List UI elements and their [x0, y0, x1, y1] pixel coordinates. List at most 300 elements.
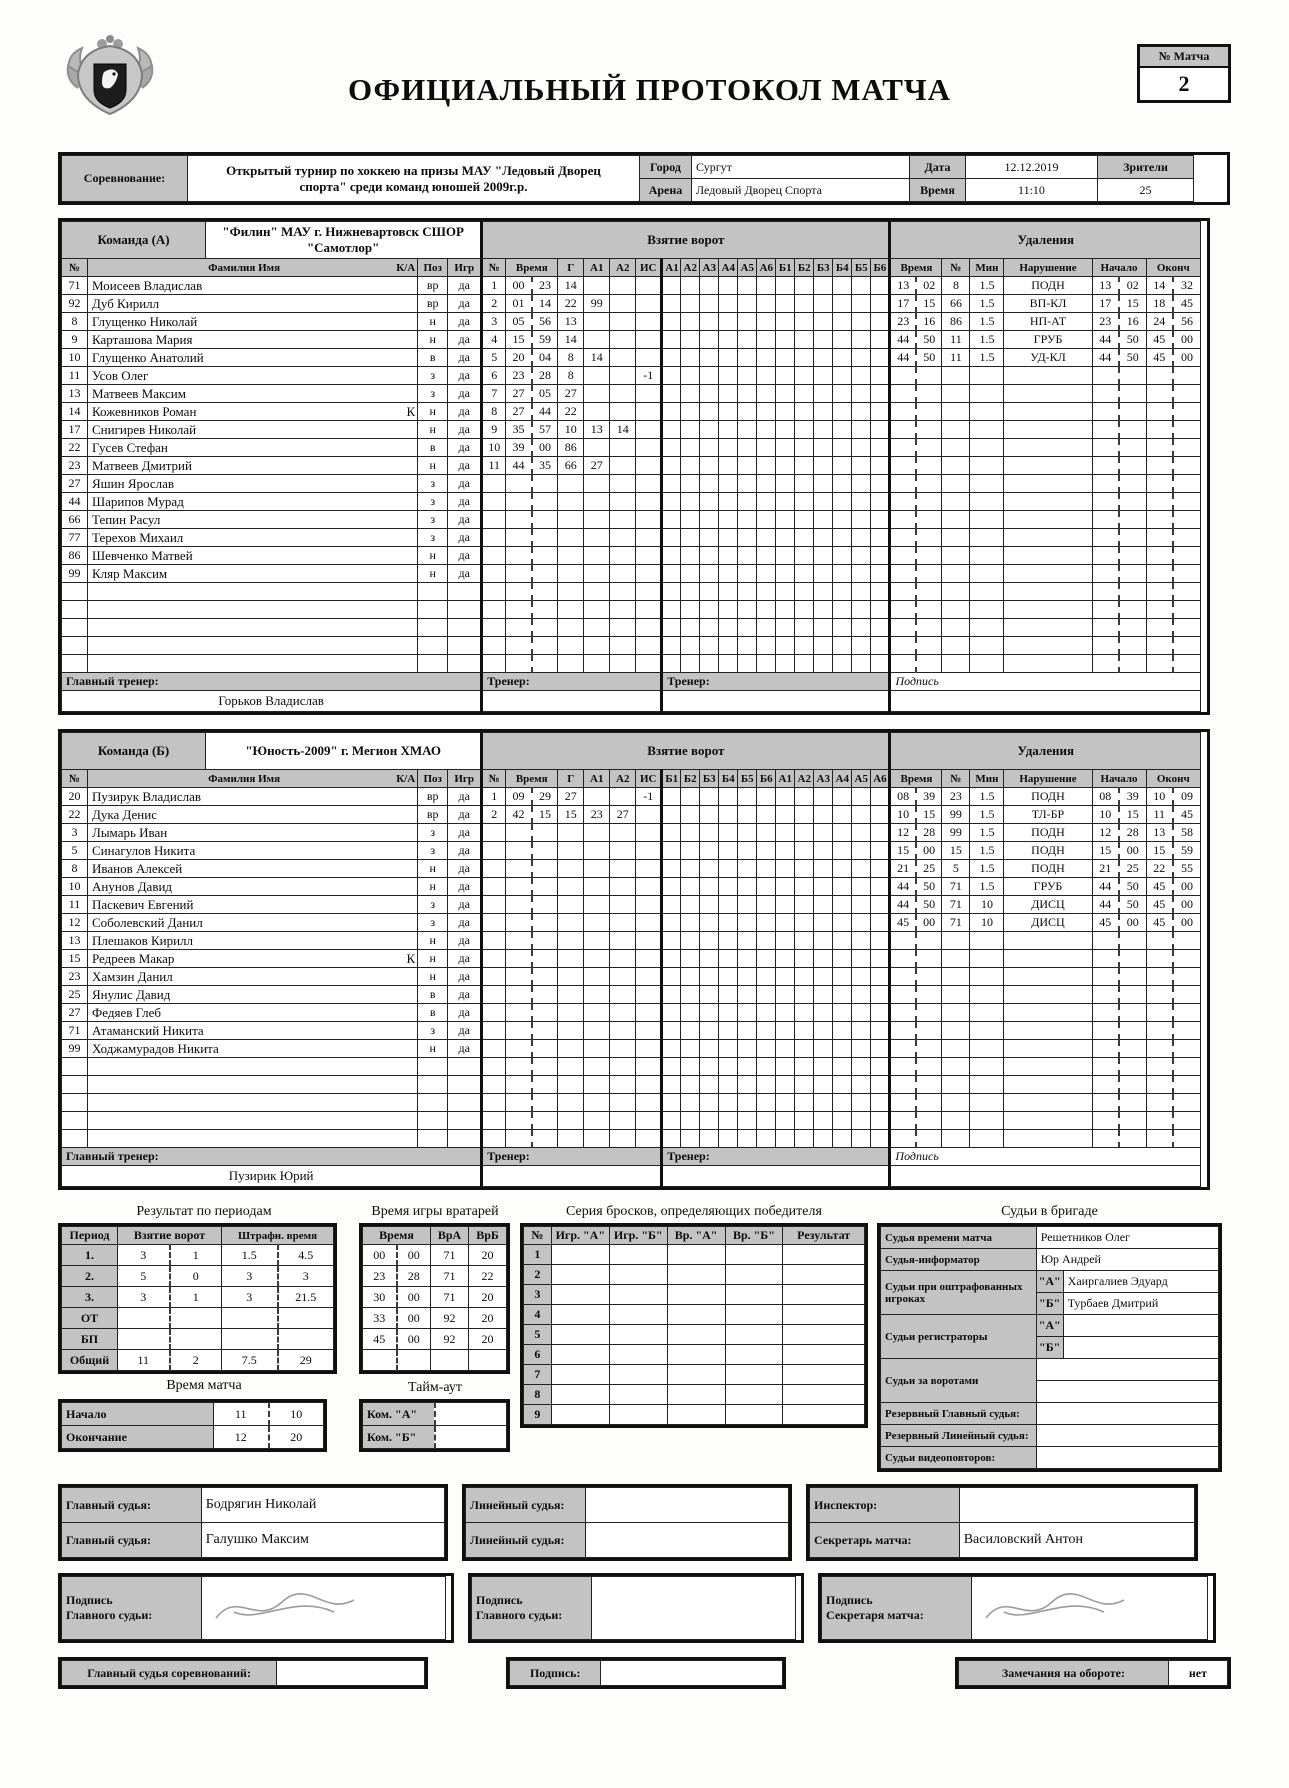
plusminus-cell [776, 878, 795, 896]
penalty-minutes [970, 457, 1004, 475]
timeout-value [435, 1426, 507, 1449]
plusminus-cell [814, 1112, 833, 1130]
plusminus-cell [871, 860, 890, 878]
gt-goalie-b: 20 [469, 1287, 507, 1308]
penalty-violation [1004, 601, 1092, 619]
plusminus-cell [738, 385, 757, 403]
plusminus-cell [795, 601, 814, 619]
plusminus-cell [757, 914, 776, 932]
plusminus-cell [795, 547, 814, 565]
player-played: да [448, 421, 482, 439]
official-value: Юр Андрей [1036, 1249, 1218, 1271]
penalty-start-sec [1119, 1040, 1146, 1058]
goal-scorer [558, 986, 584, 1004]
penalty-minute: 44 [890, 896, 916, 914]
plusminus-cell [852, 385, 871, 403]
goal-second [532, 986, 558, 1004]
penalty-minutes: 1.5 [970, 842, 1004, 860]
penalty-minute [890, 511, 916, 529]
plusminus-cell [738, 439, 757, 457]
shootout-cell [551, 1365, 609, 1385]
player-position: н [418, 547, 448, 565]
penalty-second [916, 583, 942, 601]
plusminus-cell [681, 295, 700, 313]
goal-assist2 [610, 475, 636, 493]
penalty-start-sec [1119, 968, 1146, 986]
penalty-second [916, 601, 942, 619]
player-position: н [418, 457, 448, 475]
official-row [881, 1359, 1219, 1381]
plusminus-cell [776, 1040, 795, 1058]
plusminus-cell [852, 1112, 871, 1130]
penalty-minute: 23 [890, 313, 916, 331]
plusminus-col-header: Б5 [852, 259, 871, 277]
player-number: 3 [62, 824, 88, 842]
penalty-start-min [1092, 457, 1119, 475]
penalty-start-sec [1119, 655, 1146, 673]
plusminus-cell [833, 547, 852, 565]
plusminus-col-header: А4 [719, 259, 738, 277]
plusminus-cell [852, 547, 871, 565]
penalty-violation [1004, 986, 1092, 1004]
penalty-violation: ДИСЦ [1004, 896, 1092, 914]
player-played [448, 1076, 482, 1094]
penalty-end-min [1146, 1112, 1173, 1130]
penalty-end-min: 45 [1146, 896, 1173, 914]
official-value [1063, 1315, 1218, 1337]
penalty-minute: 15 [890, 842, 916, 860]
plusminus-cell [700, 932, 719, 950]
goal-minute [506, 1040, 532, 1058]
official-value [1063, 1337, 1218, 1359]
plusminus-cell [776, 824, 795, 842]
plusminus-cell [757, 860, 776, 878]
player-number [62, 601, 88, 619]
goal-scorer [558, 1022, 584, 1040]
player-position: вр [418, 806, 448, 824]
plusminus-cell [795, 1058, 814, 1076]
penalty-start-min [1092, 932, 1119, 950]
plusminus-cell [833, 968, 852, 986]
player-number: 13 [62, 932, 88, 950]
city-label: Город [640, 156, 692, 179]
penalty-end-sec [1173, 1112, 1200, 1130]
goal-is [636, 421, 662, 439]
penalty-minute [890, 565, 916, 583]
player-position: н [418, 860, 448, 878]
plusminus-cell [814, 806, 833, 824]
penalty-start-sec: 39 [1119, 788, 1146, 806]
goal-second [532, 565, 558, 583]
goal-second: 23 [532, 277, 558, 295]
penalty-end-min [1146, 968, 1173, 986]
penalty-end-min: 24 [1146, 313, 1173, 331]
player-name: Кожевников Роман К [88, 403, 418, 421]
goal-assist1 [584, 313, 610, 331]
player-played: да [448, 932, 482, 950]
player-name [88, 1130, 418, 1148]
plusminus-cell [833, 367, 852, 385]
goal-assist2 [610, 619, 636, 637]
timeout-row [363, 1403, 507, 1426]
plusminus-cell [833, 1076, 852, 1094]
signature-box [818, 1573, 1216, 1643]
plusminus-cell [662, 1076, 681, 1094]
plusminus-cell [662, 878, 681, 896]
player-name: Дуб Кирилл [88, 295, 418, 313]
plusminus-cell [795, 1004, 814, 1022]
plusminus-cell [662, 421, 681, 439]
plusminus-cell [719, 1094, 738, 1112]
goal-number: 8 [482, 403, 506, 421]
plusminus-cell [757, 968, 776, 986]
plusminus-cell [757, 1094, 776, 1112]
plusminus-cell [662, 896, 681, 914]
goal-minute [506, 583, 532, 601]
official-row [881, 1315, 1219, 1337]
date-value: 12.12.2019 [966, 156, 1098, 179]
penalty-second [916, 619, 942, 637]
shootout-cell [667, 1245, 725, 1265]
page-title: ОФИЦИАЛЬНЫЙ ПРОТОКОЛ МАТЧА [347, 72, 952, 107]
goal-scorer [558, 968, 584, 986]
plusminus-cell [738, 968, 757, 986]
goal-number [482, 655, 506, 673]
player-position: з [418, 896, 448, 914]
player-name: Снигирев Николай [88, 421, 418, 439]
plusminus-cell [700, 295, 719, 313]
penalty-start-sec [1119, 529, 1146, 547]
shootout-cell [725, 1345, 783, 1365]
goal-scorer [558, 950, 584, 968]
plusminus-cell [795, 950, 814, 968]
plusminus-cell [662, 601, 681, 619]
plusminus-cell [795, 1076, 814, 1094]
referee-value [959, 1488, 1194, 1523]
player-played: да [448, 367, 482, 385]
plusminus-col-header: Б1 [776, 259, 795, 277]
plusminus-cell [871, 932, 890, 950]
penalty-minute [890, 968, 916, 986]
penalty-player: 23 [942, 788, 970, 806]
plusminus-cell [852, 950, 871, 968]
player-name: Атаманский Никита [88, 1022, 418, 1040]
plusminus-cell [662, 1094, 681, 1112]
official-value: Решетников Олег [1036, 1227, 1218, 1249]
penalty-player [942, 457, 970, 475]
plusminus-cell [776, 1022, 795, 1040]
goal-assist1: 23 [584, 806, 610, 824]
player-played: да [448, 860, 482, 878]
time-label: Время [910, 179, 966, 202]
head-referees-box [58, 1484, 448, 1561]
match-time-hour: 12 [214, 1426, 269, 1449]
player-row [62, 439, 1201, 457]
player-name: Плешаков Кирилл [88, 932, 418, 950]
plusminus-cell [738, 637, 757, 655]
plusminus-cell [681, 914, 700, 932]
penalty-minute: 08 [890, 788, 916, 806]
plusminus-cell [776, 493, 795, 511]
penalty-second [916, 403, 942, 421]
plusminus-cell [795, 1040, 814, 1058]
penalty-start-min [1092, 1094, 1119, 1112]
plusminus-cell [833, 1112, 852, 1130]
player-row [62, 968, 1201, 986]
goal-assist2: 27 [610, 806, 636, 824]
plusminus-cell [833, 295, 852, 313]
goal-assist2 [610, 637, 636, 655]
penalty-minute [890, 493, 916, 511]
period-row [62, 1308, 334, 1329]
penalty-end-sec [1173, 421, 1200, 439]
penalty-start-sec: 50 [1119, 896, 1146, 914]
coach-label: Тренер: [662, 1148, 890, 1166]
plusminus-cell [852, 601, 871, 619]
player-played: да [448, 842, 482, 860]
penalty-second [916, 1112, 942, 1130]
column-header-row: № Фамилия Имя К/А Поз Игр № Время Г А1 А2 ИС Б1 Б2 Б3 Б4 Б5 Б6 А1 А2 А3 А4 А5 А6 Время № Мин Нарушение Начало Оконч [62, 770, 1201, 788]
plusminus-cell [852, 637, 871, 655]
signature-box-label: Подпись Секретаря матча: [822, 1577, 972, 1640]
penalty-player: 71 [942, 896, 970, 914]
penalty-end-sec: 00 [1173, 878, 1200, 896]
penalty-second [916, 565, 942, 583]
period-goals-b: 0 [170, 1266, 222, 1287]
shootout-table [520, 1223, 868, 1428]
penalty-start-sec [1119, 1022, 1146, 1040]
plusminus-cell [662, 1040, 681, 1058]
plusminus-cell [795, 277, 814, 295]
goal-scorer [558, 878, 584, 896]
plusminus-cell [833, 896, 852, 914]
goal-second: 57 [532, 421, 558, 439]
penalty-player [942, 655, 970, 673]
goal-second: 14 [532, 295, 558, 313]
penalty-second [916, 385, 942, 403]
penalty-violation [1004, 1076, 1092, 1094]
shootout-cell [725, 1285, 783, 1305]
player-row [62, 1040, 1201, 1058]
penalty-start-min: 44 [1092, 349, 1119, 367]
timeout-label: Ком. "Б" [363, 1426, 435, 1449]
goal-minute: 39 [506, 439, 532, 457]
penalty-start-min [1092, 439, 1119, 457]
penalty-end-sec [1173, 1058, 1200, 1076]
penalty-violation [1004, 475, 1092, 493]
goal-second: 56 [532, 313, 558, 331]
penalty-violation [1004, 1040, 1092, 1058]
goal-number [482, 511, 506, 529]
plusminus-cell [833, 950, 852, 968]
penalty-end-min [1146, 1130, 1173, 1148]
goal-assist1 [584, 493, 610, 511]
goal-assist1 [584, 511, 610, 529]
penalty-minute: 44 [890, 331, 916, 349]
player-row [62, 878, 1201, 896]
goal-second: 28 [532, 367, 558, 385]
goal-minute [506, 1004, 532, 1022]
plusminus-cell [776, 932, 795, 950]
plusminus-cell [719, 295, 738, 313]
plusminus-cell [662, 1130, 681, 1148]
plusminus-cell [681, 529, 700, 547]
player-name: Анунов Давид [88, 878, 418, 896]
goal-number [482, 1022, 506, 1040]
plusminus-cell [700, 493, 719, 511]
penalty-end-sec [1173, 1040, 1200, 1058]
penalty-end-min: 22 [1146, 860, 1173, 878]
shootout-cell [667, 1345, 725, 1365]
plusminus-cell [776, 295, 795, 313]
goal-scorer [558, 1130, 584, 1148]
plusminus-cell [662, 277, 681, 295]
player-name: Глущенко Николай [88, 313, 418, 331]
goal-assist1 [584, 619, 610, 637]
goal-is [636, 986, 662, 1004]
plusminus-cell [871, 788, 890, 806]
plusminus-cell [757, 655, 776, 673]
footer-sign-label: Подпись: [510, 1661, 601, 1686]
plusminus-col-header: Б6 [757, 770, 776, 788]
plusminus-cell [852, 331, 871, 349]
arena-value: Ледовый Дворец Спорта [692, 179, 910, 202]
plusminus-cell [738, 1004, 757, 1022]
plusminus-cell [681, 655, 700, 673]
penalty-violation [1004, 637, 1092, 655]
goal-assist1 [584, 1112, 610, 1130]
official-value [1036, 1425, 1218, 1447]
plusminus-cell [738, 878, 757, 896]
penalty-violation [1004, 1058, 1092, 1076]
penalty-start-sec [1119, 619, 1146, 637]
plusminus-cell [681, 349, 700, 367]
goal-number [482, 529, 506, 547]
goal-second: 29 [532, 788, 558, 806]
player-row [62, 547, 1201, 565]
penalty-player [942, 583, 970, 601]
plusminus-cell [719, 403, 738, 421]
goal-number [482, 968, 506, 986]
goal-is [636, 1130, 662, 1148]
penalty-end-min: 45 [1146, 349, 1173, 367]
penalty-minute [890, 403, 916, 421]
penalty-start-sec [1119, 1130, 1146, 1148]
penalty-end-min [1146, 547, 1173, 565]
player-name: Дука Денис [88, 806, 418, 824]
match-time-minute: 10 [269, 1403, 324, 1426]
penalty-minute [890, 457, 916, 475]
goal-scorer [558, 637, 584, 655]
penalty-end-min: 45 [1146, 914, 1173, 932]
player-position: н [418, 565, 448, 583]
plusminus-col-header: А4 [833, 770, 852, 788]
plusminus-cell [852, 896, 871, 914]
plusminus-cell [795, 421, 814, 439]
plusminus-cell [719, 896, 738, 914]
penalty-end-sec [1173, 493, 1200, 511]
plusminus-cell [681, 547, 700, 565]
player-played: да [448, 403, 482, 421]
period-row [62, 1329, 334, 1350]
goal-is [636, 655, 662, 673]
plusminus-cell [833, 583, 852, 601]
goal-second [532, 950, 558, 968]
plusminus-cell [719, 601, 738, 619]
player-row [62, 842, 1201, 860]
plusminus-cell [795, 331, 814, 349]
plusminus-cell [738, 1040, 757, 1058]
referee-row [810, 1523, 1195, 1558]
penalty-second [916, 493, 942, 511]
goal-number [482, 583, 506, 601]
gt-min [363, 1350, 397, 1371]
player-name: Янулис Давид [88, 986, 418, 1004]
period-pen-a: 3 [222, 1287, 278, 1308]
penalty-second: 39 [916, 788, 942, 806]
penalty-start-sec [1119, 601, 1146, 619]
official-value [1036, 1381, 1218, 1403]
plusminus-cell [871, 565, 890, 583]
plusminus-cell [776, 914, 795, 932]
plusminus-cell [700, 583, 719, 601]
plusminus-cell [852, 529, 871, 547]
plusminus-cell [795, 896, 814, 914]
player-row [62, 421, 1201, 439]
penalty-start-min [1092, 583, 1119, 601]
plusminus-cell [681, 1076, 700, 1094]
goal-number [482, 493, 506, 511]
player-number [62, 619, 88, 637]
penalty-start-sec: 28 [1119, 824, 1146, 842]
period-goals-b: 2 [170, 1350, 222, 1371]
player-name [88, 1058, 418, 1076]
empty-row [62, 1058, 1201, 1076]
penalty-player: 8 [942, 277, 970, 295]
player-position: в [418, 439, 448, 457]
penalty-minutes: 1.5 [970, 788, 1004, 806]
goal-minute [506, 914, 532, 932]
penalty-end-sec [1173, 529, 1200, 547]
plusminus-cell [776, 806, 795, 824]
shootout-cell [609, 1245, 667, 1265]
goal-minute [506, 1076, 532, 1094]
goal-assist2 [610, 565, 636, 583]
period-pen-b [278, 1308, 334, 1329]
goalie-time-table: Время ВрА ВрБ 00 00 71 20 23 28 71 22 30 00 71 20 33 00 92 20 45 00 92 20 [359, 1223, 511, 1374]
plusminus-cell [719, 1040, 738, 1058]
penalty-start-min [1092, 1040, 1119, 1058]
competition-name: Открытый турнир по хоккею на призы МАУ "Ледовый Дворец спорта" среди команд юношей 2009г.р. [188, 156, 640, 202]
plusminus-col-header: А5 [738, 259, 757, 277]
goal-scorer [558, 1004, 584, 1022]
plusminus-cell [681, 493, 700, 511]
goal-assist2 [610, 295, 636, 313]
goal-scorer: 22 [558, 295, 584, 313]
goal-minute: 01 [506, 295, 532, 313]
penalty-end-sec: 59 [1173, 842, 1200, 860]
plusminus-cell [852, 295, 871, 313]
plusminus-cell [700, 403, 719, 421]
plusminus-cell [852, 986, 871, 1004]
plusminus-cell [833, 788, 852, 806]
period-label: ОТ [62, 1308, 118, 1329]
penalty-end-sec: 09 [1173, 788, 1200, 806]
player-number: 99 [62, 1040, 88, 1058]
plusminus-cell [814, 788, 833, 806]
goal-scorer [558, 842, 584, 860]
penalty-minutes [970, 1112, 1004, 1130]
